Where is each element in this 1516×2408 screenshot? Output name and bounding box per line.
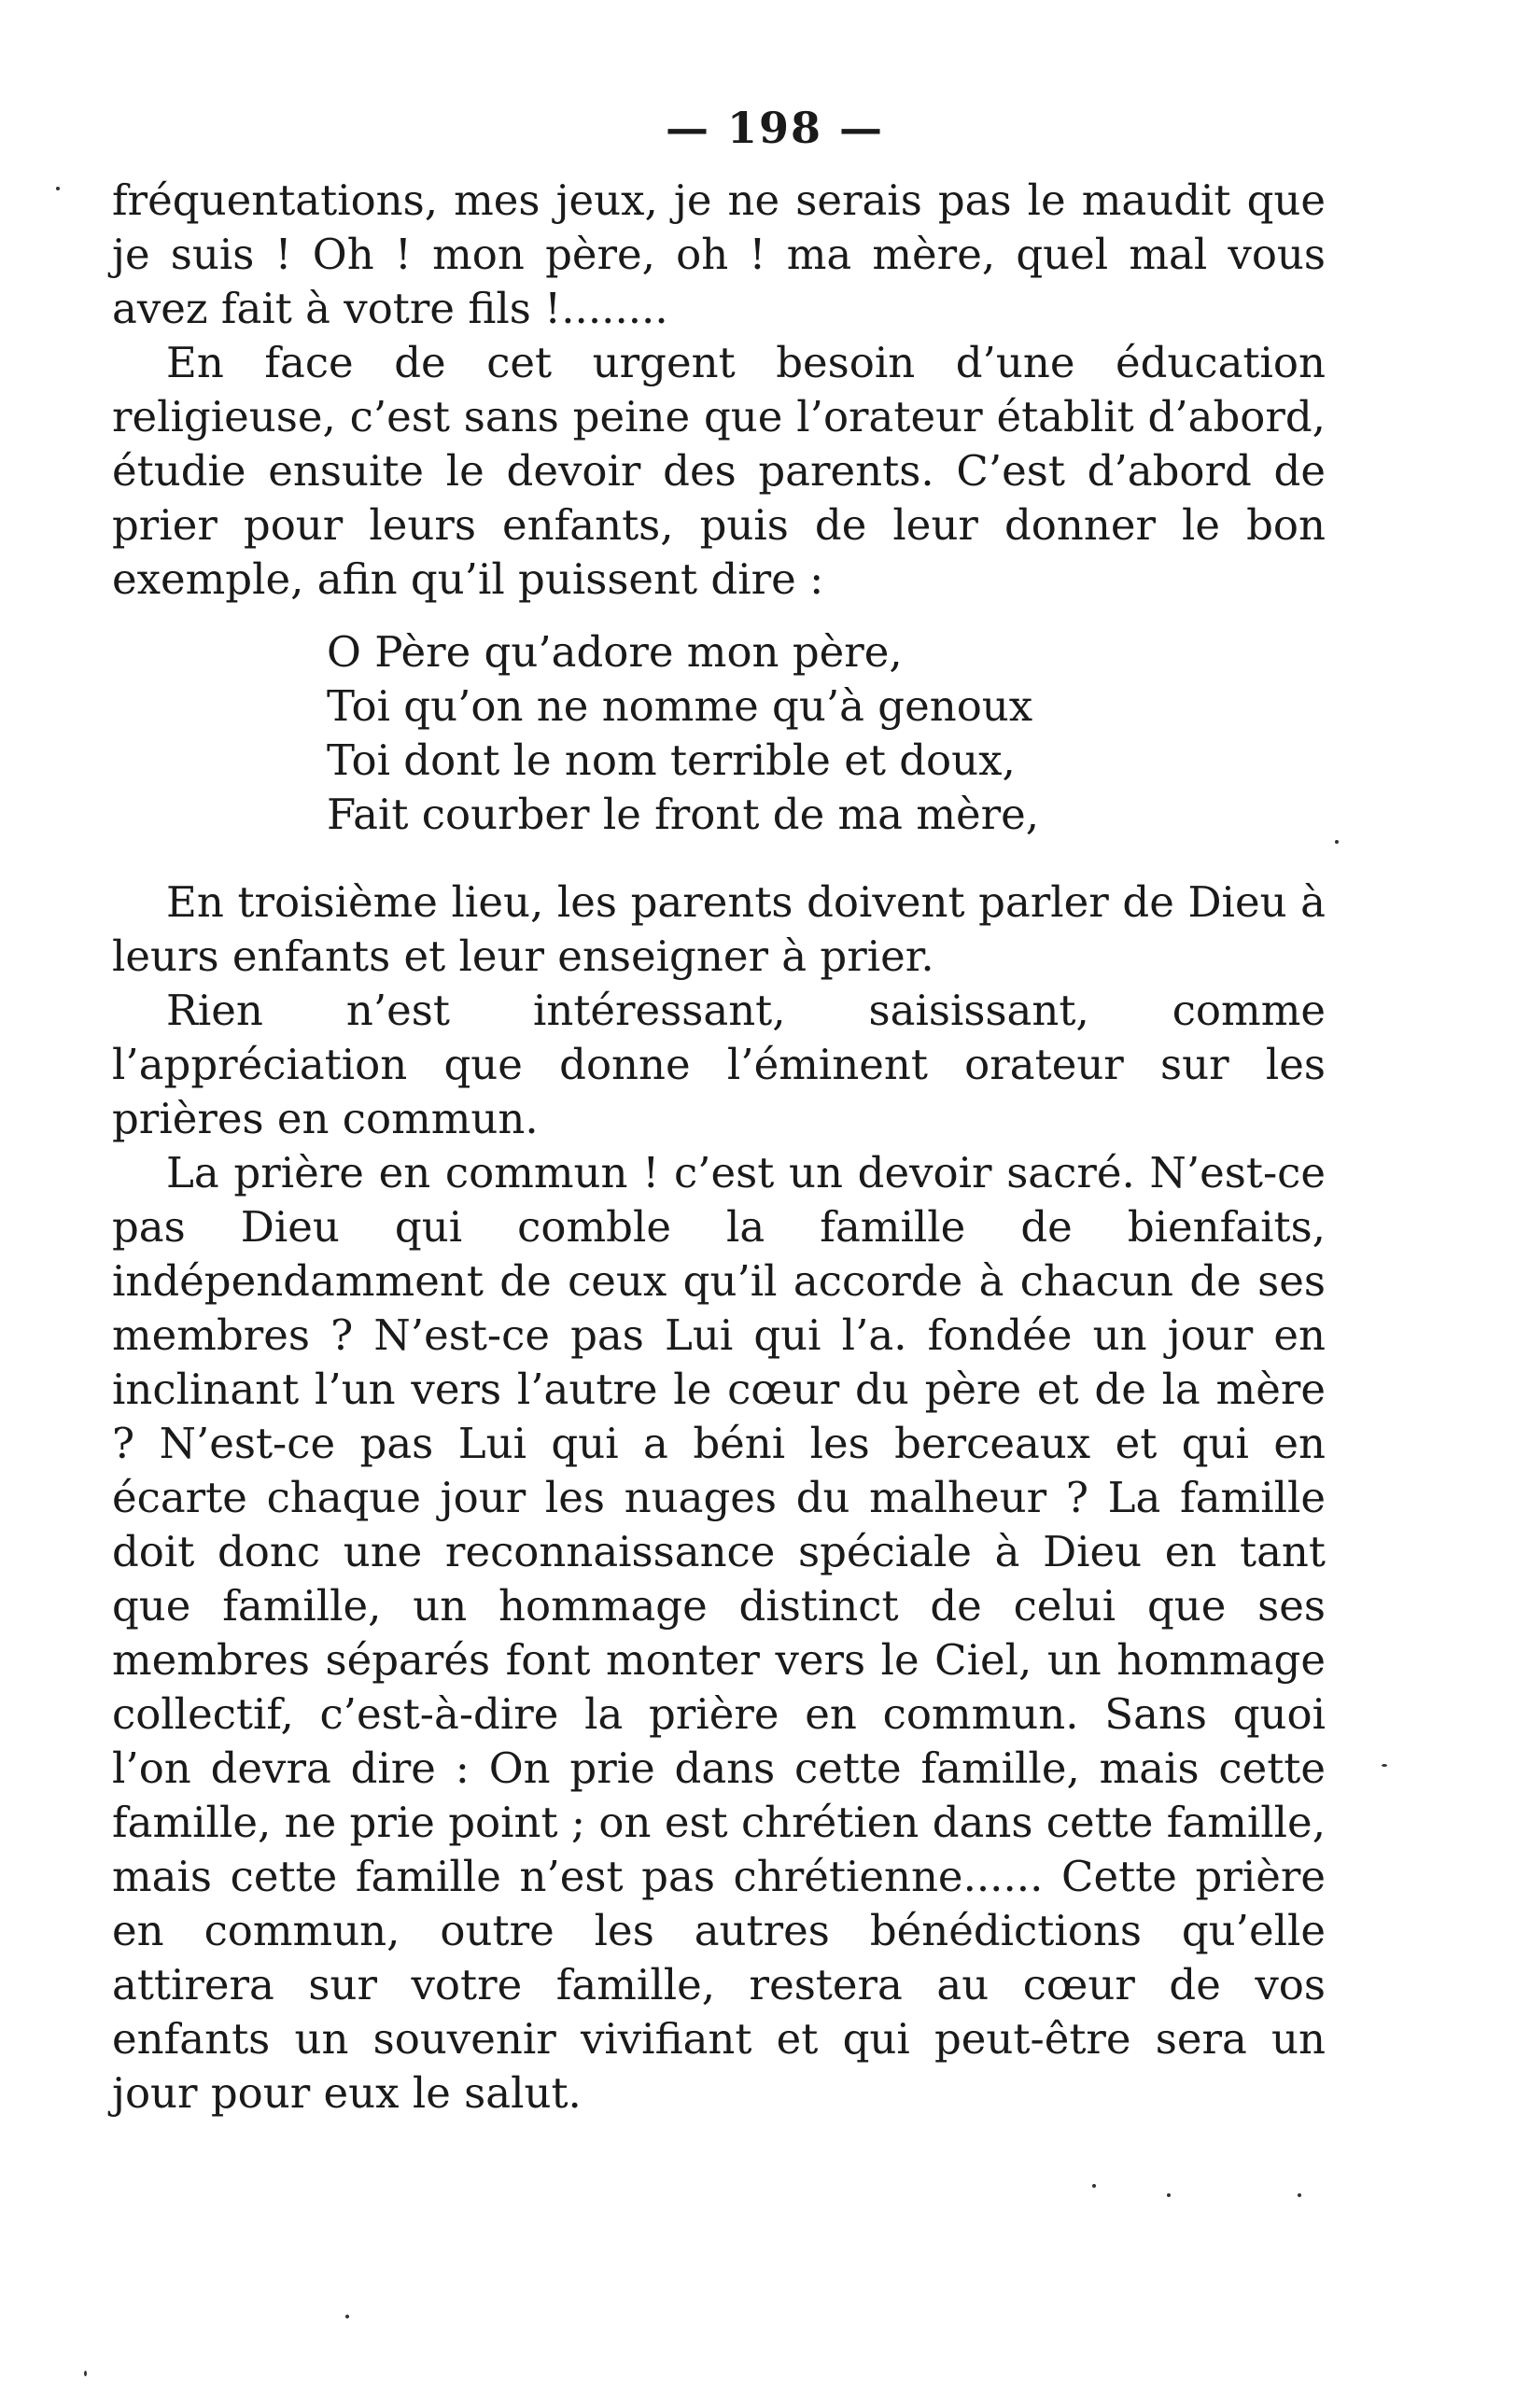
paragraph-4: Rien n’est intéressant, saisissant, comme l’appréciation que donne l’éminent orateur sur les prières en commun. bbox=[112, 986, 1326, 1143]
paragraph-1: fréquentations, mes jeux, je ne serais pas le maudit que je suis ! Oh ! mon père, oh ! ma mère, quel mal vous avez fait à votre fils !........ bbox=[112, 175, 1326, 333]
scan-speck bbox=[1167, 2193, 1171, 2197]
page bbox=[112, 103, 1326, 2121]
scan-speck bbox=[1298, 2193, 1301, 2197]
poem-quote bbox=[327, 625, 1326, 842]
scan-speck bbox=[1092, 2184, 1096, 2188]
poem-line: Toi dont le nom terrible et doux, bbox=[327, 735, 1016, 785]
page-number: — 198 — bbox=[665, 103, 885, 153]
scan-speck bbox=[56, 187, 60, 190]
scan-speck bbox=[84, 2371, 87, 2376]
poem-line: O Père qu’adore mon père, bbox=[327, 627, 903, 677]
scan-speck bbox=[1382, 1764, 1387, 1767]
scan-speck bbox=[1335, 840, 1339, 844]
scan-speck bbox=[345, 2315, 349, 2318]
paragraph-5: La prière en commun ! c’est un devoir sacré. N’est-ce pas Dieu qui comble la famille de bienfaits, indépendamment de ceux qu’il accorde à chacun de ses membres ? N’est-ce pas Lui qui l’a. fondée un jour en inclinant l’un vers l’autre le cœur du père et de la mère ? N’est-ce pas Lui qui a béni les berceaux et qui en écarte chaque jour les nuages du malheur ? La famille doit donc une reconnaissance spéciale à Dieu en tant que famille, un hommage distinct de celui que ses membres séparés font monter vers le Ciel, un hommage collectif, c’est-à-dire la prière en commun. Sans quoi l’on devra dire : On prie dans cette famille, mais cette famille, ne prie point ; on est chrétien dans cette famille, mais cette famille n’est pas chrétienne...... Cette prière en commun, outre les autres bénédictions qu’elle attirera sur votre famille, restera au cœur de vos enfants un souvenir vivifiant et qui peut-être sera un jour pour eux le salut. bbox=[112, 1148, 1326, 2118]
paragraph-3: En troisième lieu, les parents doivent parler de Dieu à leurs enfants et leur enseigner à prier. bbox=[112, 877, 1326, 981]
paragraph-2: En face de cet urgent besoin d’une éducation religieuse, c’est sans peine que l’orateur établit d’abord, étudie ensuite le devoir des parents. C’est d’abord de prier pour leurs enfants, puis de leur donner le bon exemple, afin qu’il puissent dire : bbox=[112, 338, 1326, 604]
poem-line: Toi qu’on ne nomme qu’à genoux bbox=[327, 681, 1033, 731]
poem-line: Fait courber le front de ma mère, bbox=[327, 790, 1040, 839]
body-text bbox=[112, 174, 1326, 2121]
